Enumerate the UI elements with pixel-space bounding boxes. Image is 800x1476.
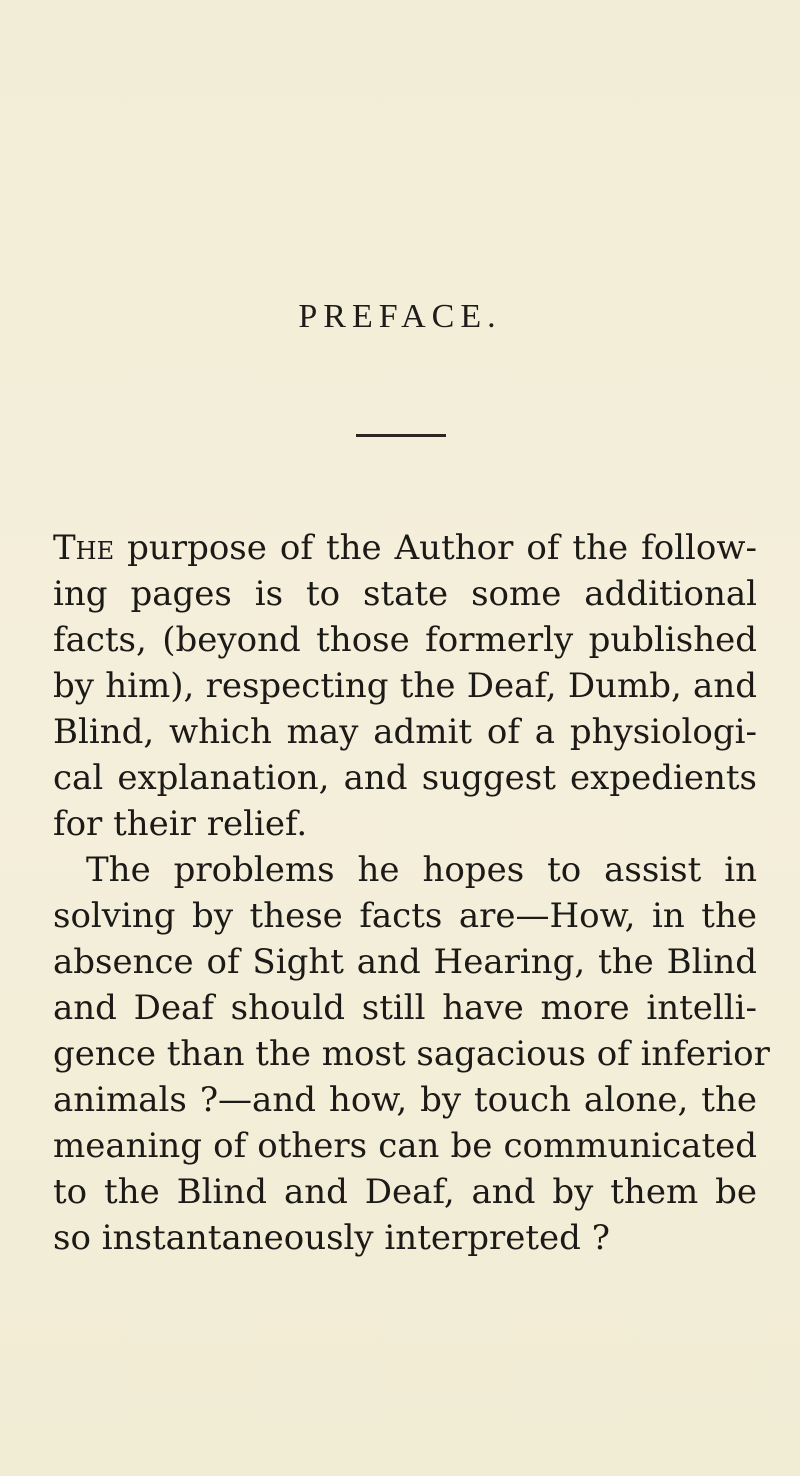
paragraph-2-line-6: animals ?—and how, by touch alone, the [53,1080,757,1120]
paragraph-2-line-4: and Deaf should still have more intelli- [53,988,757,1028]
paragraph-2 [53,847,770,1261]
lead-word: The [53,528,115,568]
paragraph-2-line-7: meaning of others can be communicated [53,1126,757,1166]
paragraph-2-line-8: to the Blind and Deaf, and by them be [53,1172,757,1212]
paragraph-1-line-6: cal explanation, and suggest expedients [53,758,757,798]
paragraph-1-line-1: The purpose of the Author of the follow- [53,528,757,568]
paragraph-2-line-5: gence than the most sagacious of inferior [53,1034,770,1074]
paragraph-2-line-9: so instantaneously interpreted ? [53,1218,610,1258]
paragraph-2-line-1: The problems he hopes to assist in [86,850,757,890]
paragraph-1-line-2: ing pages is to state some additional [53,574,757,614]
page-title: PREFACE. [298,298,502,335]
title-rule [356,434,446,437]
paragraph-1-line-5: Blind, which may admit of a physiologi- [53,712,757,752]
paragraph-1-line-4: by him), respecting the Deaf, Dumb, and [53,666,757,706]
paragraph-1-line-7: for their relief. [53,804,308,844]
preface-body [53,525,770,1261]
paragraph-2-line-2: solving by these facts are—How, in the [53,896,757,936]
paragraph-1 [53,525,757,847]
paragraph-2-line-3: absence of Sight and Hearing, the Blind [53,942,757,982]
paragraph-1-line-3: facts, (beyond those formerly published [53,620,757,660]
